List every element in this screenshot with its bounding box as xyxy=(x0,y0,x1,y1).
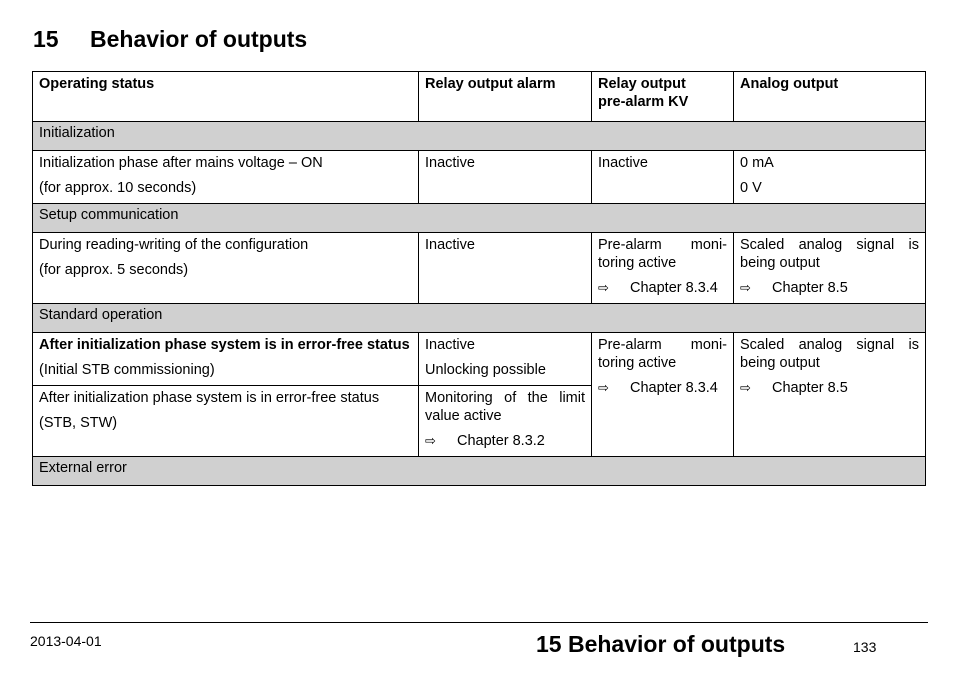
status-text: After initialization phase system is in error-free status xyxy=(39,337,410,353)
cell-analog xyxy=(734,333,926,457)
chapter-ref-text: Chapter 8.5 xyxy=(772,280,848,296)
arrow-right-icon: ⇨ xyxy=(740,280,751,295)
chapter-reference xyxy=(425,432,585,450)
cell-relay-prealarm xyxy=(592,333,734,457)
chapter-reference xyxy=(740,279,919,297)
table-row-standard-error-free xyxy=(33,333,926,386)
chapter-reference xyxy=(598,279,727,297)
alarm-state: Inactive xyxy=(425,337,475,353)
cell-status xyxy=(33,151,419,204)
page-number: 133 xyxy=(853,639,877,655)
table-row-initialization xyxy=(33,151,926,204)
cell-status xyxy=(33,386,419,457)
arrow-right-icon: ⇨ xyxy=(598,380,609,395)
section-label-standard: Standard operation xyxy=(33,304,926,333)
chapter-ref-text: Chapter 8.3.4 xyxy=(630,380,718,396)
heading-title: Behavior of outputs xyxy=(90,26,308,52)
chapter-ref-text: Chapter 8.5 xyxy=(772,380,848,396)
section-label-setup: Setup communication xyxy=(33,204,926,233)
section-label-external-error: External error xyxy=(33,457,926,486)
footer-date: 2013-04-01 xyxy=(30,633,102,649)
section-row-standard xyxy=(33,304,926,333)
prealarm-text: Pre-alarm moni-toring active xyxy=(598,237,727,271)
arrow-right-icon: ⇨ xyxy=(425,433,436,448)
alarm-text: Monitoring of the limit value active xyxy=(425,390,585,424)
cell-analog xyxy=(734,233,926,304)
cell-status xyxy=(33,333,419,386)
cell-relay-prealarm: Inactive xyxy=(592,151,734,204)
status-text: After initialization phase system is in error-free status xyxy=(39,390,380,406)
status-note: (Initial STB commissioning) xyxy=(39,362,215,378)
header-row xyxy=(33,72,926,122)
col-header-analog-output: Analog output xyxy=(734,72,926,122)
arrow-right-icon: ⇨ xyxy=(598,280,609,295)
analog-current: 0 mA xyxy=(740,155,774,171)
section-row-initialization xyxy=(33,122,926,151)
section-row-external-error xyxy=(33,457,926,486)
chapter-ref-text: Chapter 8.3.2 xyxy=(457,433,545,449)
cell-relay-alarm: Inactive xyxy=(419,233,592,304)
page-heading xyxy=(33,26,307,53)
footer-chapter-title: 15 Behavior of outputs xyxy=(536,631,786,657)
col-header-operating-status: Operating status xyxy=(33,72,419,122)
analog-text: Scaled analog signal is being output xyxy=(740,337,919,371)
section-label-initialization: Initialization xyxy=(33,122,926,151)
table-row-setup xyxy=(33,233,926,304)
cell-relay-alarm xyxy=(419,333,592,386)
cell-status xyxy=(33,233,419,304)
status-text: During reading-writing of the configuration xyxy=(39,237,309,253)
chapter-ref-text: Chapter 8.3.4 xyxy=(630,280,718,296)
prealarm-text: Pre-alarm moni-toring active xyxy=(598,337,727,371)
cell-relay-alarm xyxy=(419,386,592,457)
cell-relay-prealarm xyxy=(592,233,734,304)
analog-text: Scaled analog signal is being output xyxy=(740,237,919,271)
status-note: (for approx. 5 seconds) xyxy=(39,262,189,278)
section-row-setup xyxy=(33,204,926,233)
col-header-relay-alarm: Relay output alarm xyxy=(419,72,592,122)
arrow-right-icon: ⇨ xyxy=(740,380,751,395)
chapter-reference xyxy=(740,379,919,397)
status-note: (for approx. 10 seconds) xyxy=(39,180,197,196)
heading-number: 15 xyxy=(33,26,59,52)
chapter-reference xyxy=(598,379,727,397)
col-header-relay-prealarm: Relay output pre-alarm KV xyxy=(592,72,734,122)
outputs-table xyxy=(32,71,926,486)
analog-voltage: 0 V xyxy=(740,180,762,196)
status-text: Initialization phase after mains voltage – ON xyxy=(39,155,323,171)
cell-relay-alarm: Inactive xyxy=(419,151,592,204)
footer-divider xyxy=(30,622,928,623)
cell-analog xyxy=(734,151,926,204)
status-note: (STB, STW) xyxy=(39,415,118,431)
alarm-note: Unlocking possible xyxy=(425,362,546,378)
